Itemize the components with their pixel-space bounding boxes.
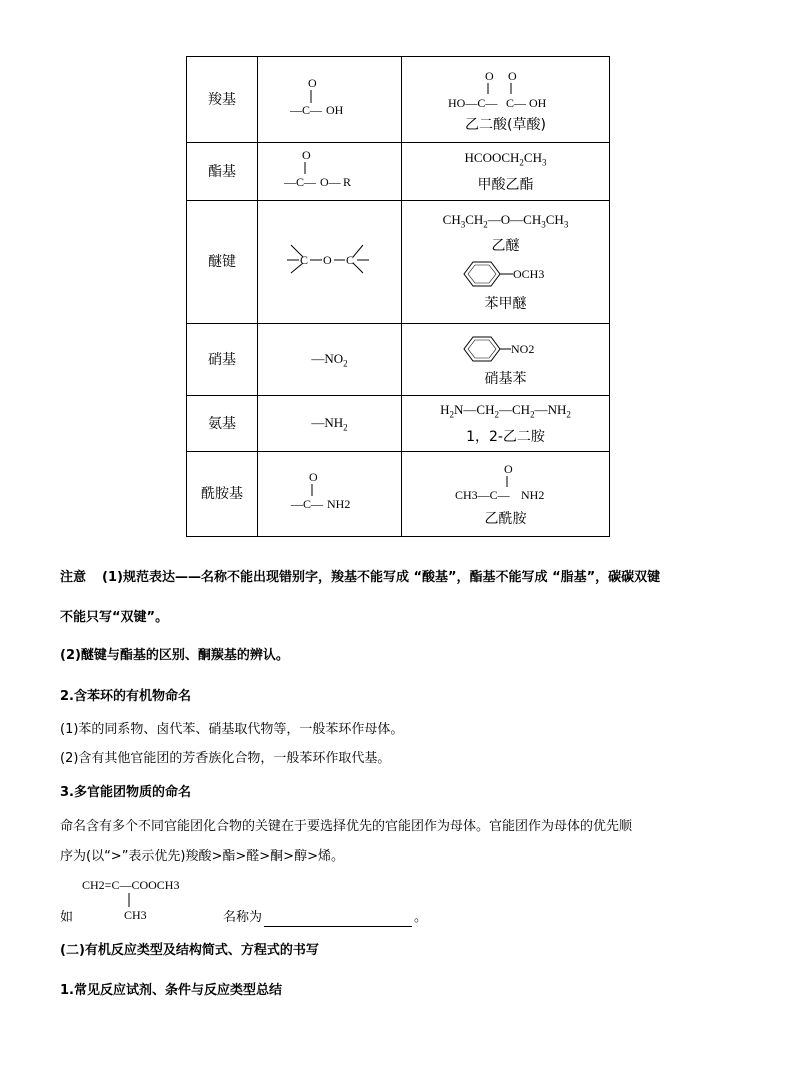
example-compound — [402, 201, 610, 324]
svg-text:O: O — [301, 147, 311, 162]
svg-text:R: R — [342, 174, 351, 189]
svg-text:—C—: —C— — [289, 102, 322, 117]
svg-text:HO—C—: HO—C— — [447, 95, 497, 110]
group-structure: $—NO_2$ — [258, 324, 402, 396]
svg-text:C: C — [299, 253, 308, 267]
svg-text:NH2: NH2 — [326, 497, 350, 511]
svg-text:CH2=C—COOCH3: CH2=C—COOCH3 — [82, 878, 180, 892]
group-name: 醚键 — [187, 201, 258, 324]
example-formula: $H_2N—CH_2—CH_2—NH_2$ — [440, 402, 571, 420]
svg-text:O: O — [307, 75, 317, 90]
naming-question — [60, 909, 427, 927]
svg-text:O: O — [322, 253, 332, 267]
svg-text:—C—: —C— — [283, 174, 316, 189]
svg-text:CH3: CH3 — [124, 908, 147, 922]
note-label: 注意 — [60, 570, 87, 585]
section2-item-2: (2)含有其他官能团的芳香族化合物，一般苯环作取代基。 — [60, 751, 391, 766]
nitrobenzene-structure — [451, 332, 561, 366]
svg-text:—C—: —C— — [290, 497, 323, 511]
group-name: 氨基 — [187, 396, 258, 452]
table-row — [187, 452, 610, 537]
example-formula: $HCOOCH_2CH_3$ — [464, 150, 547, 168]
svg-text:C: C — [345, 253, 354, 267]
answer-blank[interactable] — [264, 912, 412, 927]
example-compound — [402, 324, 610, 396]
group-name: 硝基 — [187, 324, 258, 396]
amide-structure — [285, 467, 375, 517]
example-compound — [402, 143, 610, 201]
example-formula: $CH_3CH_2—O—CH_3CH_3$ — [442, 212, 569, 230]
anisole-structure — [451, 257, 561, 291]
svg-text:NH2: NH2 — [520, 488, 544, 502]
table-row — [187, 201, 610, 324]
example-compound — [402, 57, 610, 143]
group-name: 羧基 — [187, 57, 258, 143]
oxalic-acid-structure — [446, 66, 566, 112]
svg-text:OCH3: OCH3 — [512, 266, 544, 281]
svg-text:NO2: NO2 — [510, 341, 534, 356]
note-line-3: (2)醚键与酯基的区别、酮羰基的辨认。 — [60, 648, 289, 663]
svg-text:OH: OH — [528, 95, 546, 110]
group-structure — [258, 57, 402, 143]
group-name: 酯基 — [187, 143, 258, 201]
svg-text:O: O — [308, 470, 318, 484]
question-suffix: 。 — [414, 910, 428, 925]
group-structure — [258, 452, 402, 537]
note-line-2: 不能只写“双键”。 — [60, 610, 169, 625]
group-structure — [258, 143, 402, 201]
carboxyl-structure — [280, 73, 380, 123]
group-structure: $—NH_2$ — [258, 396, 402, 452]
table-row — [187, 143, 610, 201]
svg-text:O: O — [507, 68, 517, 83]
section3-para-2: 序为(以“>”表示优先)羧酸>酯>醛>酮>醇>烯。 — [60, 849, 344, 864]
section2-item-1: (1)苯的同系物、卤代苯、硝基取代物等，一般苯环作母体。 — [60, 722, 404, 737]
section-heading-ii-1: 1.常见反应试剂、条件与反应类型总结 — [60, 983, 282, 998]
example-compound — [402, 452, 610, 537]
group-name: 酰胺基 — [187, 452, 258, 537]
svg-text:OH: OH — [325, 102, 343, 117]
functional-group-table — [186, 56, 610, 537]
section3-para-1: 命名含有多个不同官能团化合物的关键在于要选择优先的官能团作为母体。官能团作为母体的优先顺 — [60, 819, 633, 834]
example-name: 甲酸乙酯 — [477, 176, 534, 193]
svg-text:CH3—C—: CH3—C— — [454, 488, 510, 502]
table-row — [187, 396, 610, 452]
acetamide-structure — [451, 460, 561, 506]
svg-text:O—: O— — [319, 174, 341, 189]
example-name: 乙醚 — [491, 237, 520, 254]
note-line-1 — [60, 569, 660, 587]
example-name: 乙酰胺 — [484, 511, 527, 527]
ester-structure — [280, 147, 380, 193]
question-label: 名称为 — [223, 910, 263, 925]
question-prefix: 如 — [60, 910, 74, 925]
example-name: 乙二酸(草酸) — [465, 116, 546, 133]
section-heading-2: 2.含苯环的有机物命名 — [60, 689, 191, 704]
note-text-1: (1)规范表达——名称不能出现错别字，羧基不能写成 “酸基”，酯基不能写成 “脂基”，碳碳双键 — [102, 570, 661, 585]
svg-text:C—: C— — [505, 95, 526, 110]
section-heading-3: 3.多官能团物质的命名 — [60, 785, 191, 800]
svg-text:O: O — [503, 462, 513, 476]
svg-text:O: O — [484, 68, 494, 83]
table-row — [187, 324, 610, 396]
group-structure — [258, 201, 402, 324]
table-row — [187, 57, 610, 143]
ether-structure — [285, 237, 375, 283]
example-name: 硝基苯 — [484, 370, 527, 387]
example-compound — [402, 396, 610, 452]
section-heading-ii: (二)有机反应类型及结构简式、方程式的书写 — [60, 943, 319, 958]
example-name: 1，2-乙二胺 — [466, 428, 545, 445]
example-name-2: 苯甲醚 — [484, 295, 527, 312]
